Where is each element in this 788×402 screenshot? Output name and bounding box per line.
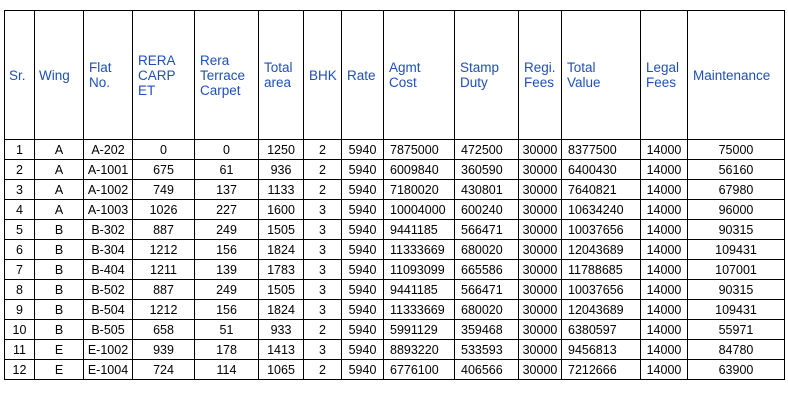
cell-flat-no: B-504 <box>84 300 133 320</box>
cell-rera-terrace-carpet: 61 <box>195 160 259 180</box>
header-total-area-label: Total area <box>264 60 293 90</box>
cell-maintenance: 109431 <box>688 300 785 320</box>
table-row <box>5 140 785 160</box>
cell-sr: 6 <box>5 240 35 260</box>
cell-agmt-cost: 9441185 <box>384 280 455 300</box>
cell-rera-carpet: 749 <box>133 180 195 200</box>
cell-rate: 5940 <box>342 320 384 340</box>
cell-legal-fees: 14000 <box>641 360 688 380</box>
header-stamp-duty <box>455 11 519 140</box>
cell-maintenance: 56160 <box>688 160 785 180</box>
cell-total-value: 11788685 <box>562 260 641 280</box>
cell-bhk: 3 <box>304 220 342 240</box>
cell-sr: 9 <box>5 300 35 320</box>
cell-rate: 5940 <box>342 360 384 380</box>
cell-regi-fees: 30000 <box>519 240 562 260</box>
header-stamp-duty-label: Stamp Duty <box>460 60 500 90</box>
cell-flat-no: B-404 <box>84 260 133 280</box>
cell-agmt-cost: 11333669 <box>384 240 455 260</box>
cell-total-area: 1505 <box>259 280 304 300</box>
cell-maintenance: 63900 <box>688 360 785 380</box>
cell-rate: 5940 <box>342 280 384 300</box>
cell-rera-terrace-carpet: 114 <box>195 360 259 380</box>
cell-agmt-cost: 7180020 <box>384 180 455 200</box>
cell-bhk: 2 <box>304 140 342 160</box>
header-bhk <box>304 11 342 140</box>
cell-total-area: 1783 <box>259 260 304 280</box>
cell-stamp-duty: 360590 <box>455 160 519 180</box>
table-row <box>5 240 785 260</box>
cell-sr: 7 <box>5 260 35 280</box>
cell-legal-fees: 14000 <box>641 220 688 240</box>
cell-rera-carpet: 0 <box>133 140 195 160</box>
cell-regi-fees: 30000 <box>519 200 562 220</box>
cell-total-area: 1065 <box>259 360 304 380</box>
cell-flat-no: B-502 <box>84 280 133 300</box>
cell-bhk: 2 <box>304 320 342 340</box>
cell-rate: 5940 <box>342 160 384 180</box>
header-maintenance-label: Maintenance <box>693 67 771 83</box>
cell-legal-fees: 14000 <box>641 180 688 200</box>
cell-flat-no: A-1002 <box>84 180 133 200</box>
cell-stamp-duty: 430801 <box>455 180 519 200</box>
cell-rate: 5940 <box>342 240 384 260</box>
table-row <box>5 160 785 180</box>
cell-agmt-cost: 10004000 <box>384 200 455 220</box>
cell-stamp-duty: 359468 <box>455 320 519 340</box>
header-bhk-label: BHK <box>309 67 337 83</box>
cell-agmt-cost: 6009840 <box>384 160 455 180</box>
cell-total-area: 1600 <box>259 200 304 220</box>
cell-wing: B <box>35 260 84 280</box>
cell-total-area: 1133 <box>259 180 304 200</box>
header-maintenance <box>688 11 785 140</box>
cell-bhk: 3 <box>304 340 342 360</box>
header-agmt-cost <box>384 11 455 140</box>
header-wing-label: Wing <box>39 67 70 83</box>
flat-pricing-table <box>4 10 785 380</box>
table-row <box>5 260 785 280</box>
cell-maintenance: 96000 <box>688 200 785 220</box>
header-legal-fees-label: Legal Fees <box>646 60 680 90</box>
cell-wing: B <box>35 220 84 240</box>
cell-total-value: 7212666 <box>562 360 641 380</box>
table-row <box>5 320 785 340</box>
cell-sr: 5 <box>5 220 35 240</box>
cell-wing: A <box>35 160 84 180</box>
cell-total-value: 10037656 <box>562 220 641 240</box>
cell-regi-fees: 30000 <box>519 260 562 280</box>
header-total-value <box>562 11 641 140</box>
cell-rera-terrace-carpet: 249 <box>195 280 259 300</box>
cell-agmt-cost: 7875000 <box>384 140 455 160</box>
table-body <box>5 140 785 380</box>
cell-wing: B <box>35 240 84 260</box>
cell-maintenance: 67980 <box>688 180 785 200</box>
cell-stamp-duty: 406566 <box>455 360 519 380</box>
cell-total-area: 1250 <box>259 140 304 160</box>
cell-sr: 11 <box>5 340 35 360</box>
cell-legal-fees: 14000 <box>641 140 688 160</box>
cell-sr: 12 <box>5 360 35 380</box>
cell-flat-no: A-202 <box>84 140 133 160</box>
cell-sr: 1 <box>5 140 35 160</box>
header-rera-terrace-carpet-label: Rera Terrace Carpet <box>200 52 246 98</box>
cell-total-value: 8377500 <box>562 140 641 160</box>
cell-maintenance: 55971 <box>688 320 785 340</box>
cell-bhk: 3 <box>304 280 342 300</box>
cell-total-area: 1413 <box>259 340 304 360</box>
cell-regi-fees: 30000 <box>519 320 562 340</box>
cell-wing: E <box>35 340 84 360</box>
header-flat-no-label: Flat No. <box>89 60 112 90</box>
cell-agmt-cost: 11333669 <box>384 300 455 320</box>
cell-agmt-cost: 5991129 <box>384 320 455 340</box>
cell-regi-fees: 30000 <box>519 300 562 320</box>
cell-regi-fees: 30000 <box>519 360 562 380</box>
cell-legal-fees: 14000 <box>641 240 688 260</box>
cell-stamp-duty: 533593 <box>455 340 519 360</box>
cell-legal-fees: 14000 <box>641 260 688 280</box>
cell-legal-fees: 14000 <box>641 280 688 300</box>
table-row <box>5 300 785 320</box>
cell-flat-no: B-505 <box>84 320 133 340</box>
cell-wing: B <box>35 300 84 320</box>
cell-flat-no: A-1001 <box>84 160 133 180</box>
cell-bhk: 3 <box>304 200 342 220</box>
header-regi-fees-label: Regi. Fees <box>524 60 556 90</box>
cell-rate: 5940 <box>342 180 384 200</box>
cell-rate: 5940 <box>342 300 384 320</box>
header-regi-fees <box>519 11 562 140</box>
cell-total-area: 1824 <box>259 240 304 260</box>
cell-agmt-cost: 9441185 <box>384 220 455 240</box>
cell-total-value: 10634240 <box>562 200 641 220</box>
header-rate-label: Rate <box>347 67 376 83</box>
cell-maintenance: 107001 <box>688 260 785 280</box>
cell-total-value: 12043689 <box>562 240 641 260</box>
cell-total-value: 6380597 <box>562 320 641 340</box>
cell-rera-terrace-carpet: 51 <box>195 320 259 340</box>
cell-sr: 3 <box>5 180 35 200</box>
cell-rera-carpet: 724 <box>133 360 195 380</box>
cell-total-area: 936 <box>259 160 304 180</box>
cell-rera-terrace-carpet: 0 <box>195 140 259 160</box>
cell-stamp-duty: 566471 <box>455 220 519 240</box>
cell-stamp-duty: 600240 <box>455 200 519 220</box>
cell-bhk: 2 <box>304 360 342 380</box>
cell-flat-no: B-304 <box>84 240 133 260</box>
cell-rera-carpet: 658 <box>133 320 195 340</box>
cell-rera-carpet: 887 <box>133 280 195 300</box>
table-row <box>5 200 785 220</box>
cell-stamp-duty: 680020 <box>455 300 519 320</box>
header-total-area <box>259 11 304 140</box>
cell-bhk: 3 <box>304 300 342 320</box>
header-sr <box>5 11 35 140</box>
cell-agmt-cost: 6776100 <box>384 360 455 380</box>
cell-rate: 5940 <box>342 220 384 240</box>
cell-wing: B <box>35 280 84 300</box>
cell-maintenance: 90315 <box>688 280 785 300</box>
cell-rera-terrace-carpet: 227 <box>195 200 259 220</box>
header-wing <box>35 11 84 140</box>
cell-agmt-cost: 8893220 <box>384 340 455 360</box>
cell-bhk: 3 <box>304 260 342 280</box>
cell-total-value: 10037656 <box>562 280 641 300</box>
cell-rera-carpet: 1026 <box>133 200 195 220</box>
cell-total-value: 7640821 <box>562 180 641 200</box>
cell-maintenance: 84780 <box>688 340 785 360</box>
cell-total-area: 1505 <box>259 220 304 240</box>
cell-rera-terrace-carpet: 156 <box>195 300 259 320</box>
table-row <box>5 360 785 380</box>
cell-rera-carpet: 939 <box>133 340 195 360</box>
header-legal-fees <box>641 11 688 140</box>
header-rera-carpet <box>133 11 195 140</box>
cell-total-value: 9456813 <box>562 340 641 360</box>
cell-legal-fees: 14000 <box>641 300 688 320</box>
cell-maintenance: 109431 <box>688 240 785 260</box>
cell-wing: A <box>35 180 84 200</box>
cell-stamp-duty: 665586 <box>455 260 519 280</box>
cell-flat-no: A-1003 <box>84 200 133 220</box>
cell-wing: A <box>35 140 84 160</box>
cell-rera-carpet: 1212 <box>133 240 195 260</box>
header-rera-carpet-label: RERA CARP ET <box>138 52 176 98</box>
header-agmt-cost-label: Agmt Cost <box>389 60 421 90</box>
cell-bhk: 2 <box>304 180 342 200</box>
cell-regi-fees: 30000 <box>519 180 562 200</box>
cell-sr: 4 <box>5 200 35 220</box>
cell-regi-fees: 30000 <box>519 220 562 240</box>
header-sr-label: Sr. <box>9 67 26 83</box>
cell-rate: 5940 <box>342 140 384 160</box>
table-row <box>5 220 785 240</box>
cell-wing: E <box>35 360 84 380</box>
cell-legal-fees: 14000 <box>641 160 688 180</box>
cell-sr: 10 <box>5 320 35 340</box>
cell-agmt-cost: 11093099 <box>384 260 455 280</box>
cell-bhk: 3 <box>304 240 342 260</box>
cell-total-area: 1824 <box>259 300 304 320</box>
table-row <box>5 180 785 200</box>
cell-total-value: 6400430 <box>562 160 641 180</box>
cell-rate: 5940 <box>342 260 384 280</box>
cell-regi-fees: 30000 <box>519 340 562 360</box>
cell-stamp-duty: 566471 <box>455 280 519 300</box>
cell-rera-carpet: 1211 <box>133 260 195 280</box>
cell-rate: 5940 <box>342 200 384 220</box>
cell-bhk: 2 <box>304 160 342 180</box>
cell-flat-no: E-1002 <box>84 340 133 360</box>
cell-flat-no: B-302 <box>84 220 133 240</box>
cell-maintenance: 75000 <box>688 140 785 160</box>
cell-rera-terrace-carpet: 178 <box>195 340 259 360</box>
cell-stamp-duty: 472500 <box>455 140 519 160</box>
cell-regi-fees: 30000 <box>519 140 562 160</box>
header-row <box>5 11 785 140</box>
cell-legal-fees: 14000 <box>641 200 688 220</box>
cell-regi-fees: 30000 <box>519 160 562 180</box>
cell-flat-no: E-1004 <box>84 360 133 380</box>
header-rera-terrace-carpet <box>195 11 259 140</box>
cell-rera-terrace-carpet: 156 <box>195 240 259 260</box>
table-row <box>5 280 785 300</box>
cell-rera-carpet: 675 <box>133 160 195 180</box>
header-flat-no <box>84 11 133 140</box>
header-rate <box>342 11 384 140</box>
cell-rera-terrace-carpet: 249 <box>195 220 259 240</box>
cell-rera-carpet: 887 <box>133 220 195 240</box>
cell-rera-terrace-carpet: 139 <box>195 260 259 280</box>
cell-rera-carpet: 1212 <box>133 300 195 320</box>
cell-maintenance: 90315 <box>688 220 785 240</box>
cell-sr: 8 <box>5 280 35 300</box>
cell-rera-terrace-carpet: 137 <box>195 180 259 200</box>
table-row <box>5 340 785 360</box>
cell-total-area: 933 <box>259 320 304 340</box>
cell-legal-fees: 14000 <box>641 340 688 360</box>
cell-total-value: 12043689 <box>562 300 641 320</box>
cell-rate: 5940 <box>342 340 384 360</box>
cell-sr: 2 <box>5 160 35 180</box>
cell-wing: B <box>35 320 84 340</box>
header-total-value-label: Total Value <box>567 60 601 90</box>
cell-wing: A <box>35 200 84 220</box>
cell-regi-fees: 30000 <box>519 280 562 300</box>
cell-legal-fees: 14000 <box>641 320 688 340</box>
cell-stamp-duty: 680020 <box>455 240 519 260</box>
